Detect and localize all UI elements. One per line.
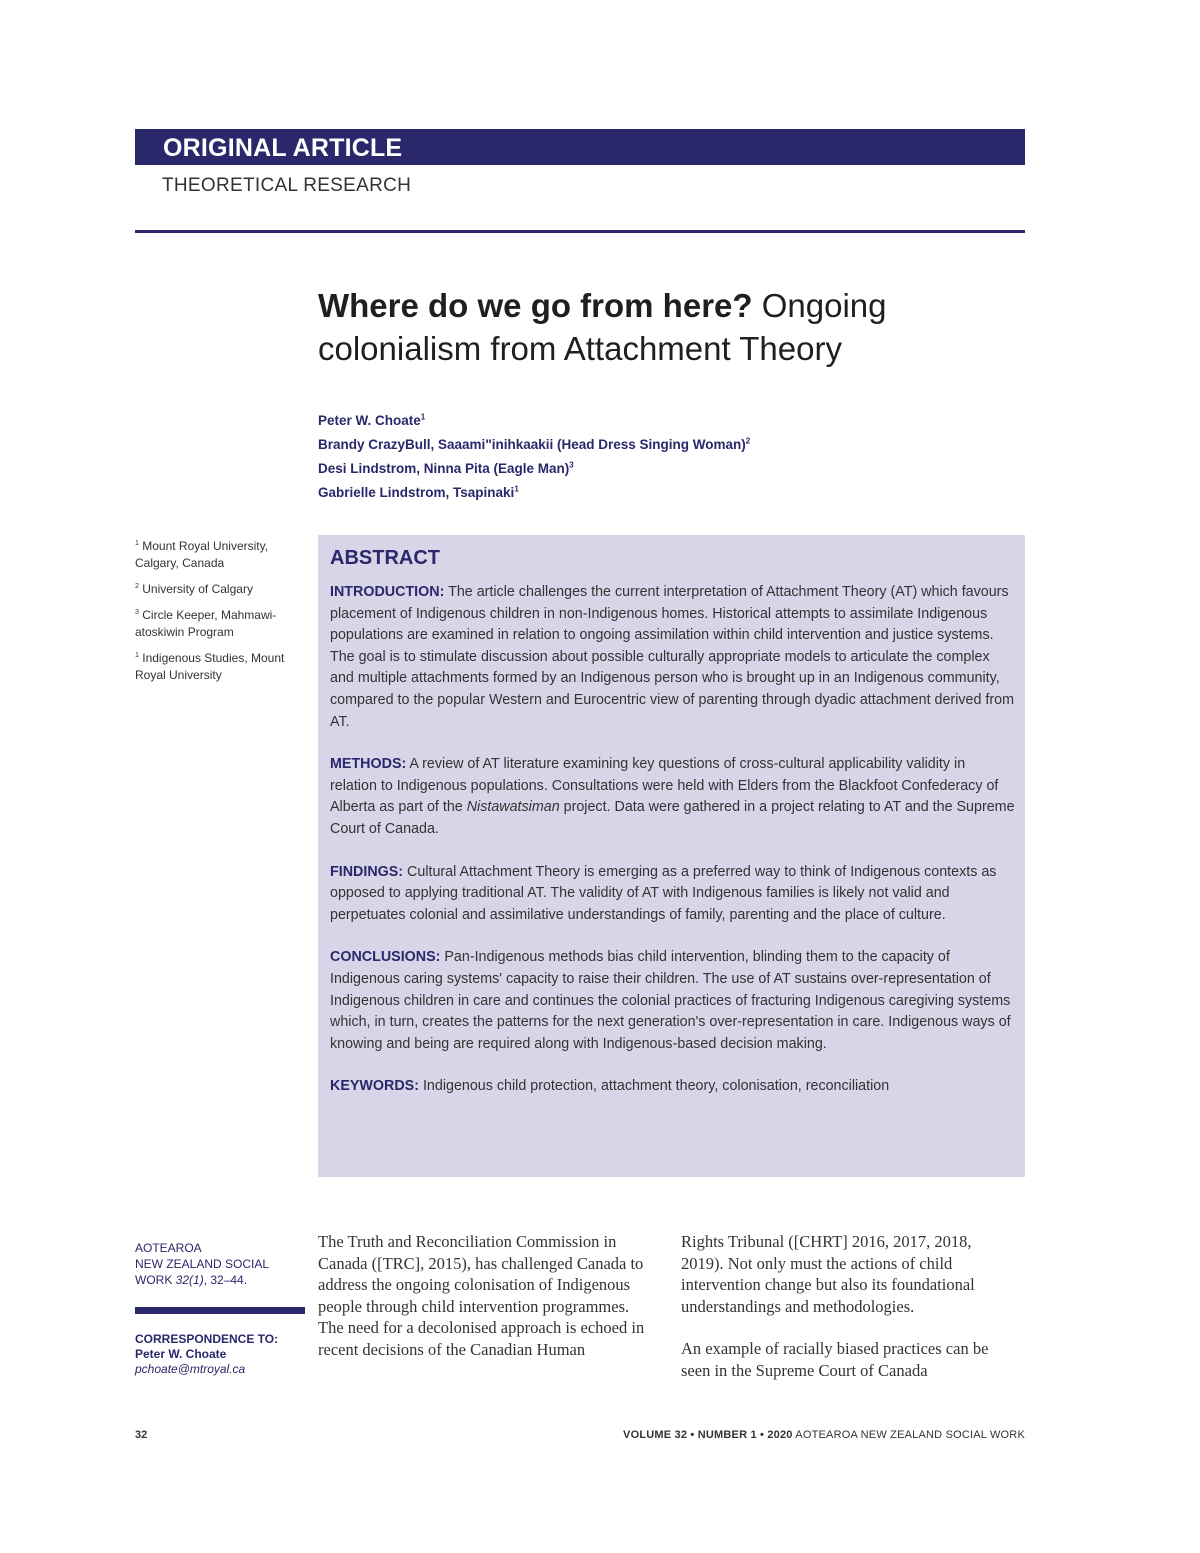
- section-text: The article challenges the current interpretation of Attachment Theory (AT) which favours placement of Indigenous children in non-Indigenous homes. Historical attempts to assimilate Indigenous populations are examined in relation to ongoing assimilation within child intervention and justice systems. The goal is to stimulate discussion about possible culturally appropriate models to articulate the complex and multiple attachments formed by an Indigenous person who is brought up in an Indigenous community, compared to the popular Western and Eurocentric view of parenting through dyadic attachment derived from AT.: [330, 584, 1014, 730]
- article-title-rest: Ongoing colonialism from Attachment Theory: [318, 287, 887, 367]
- abstract-introduction: [330, 582, 1015, 733]
- article-category: THEORETICAL RESEARCH: [162, 175, 412, 196]
- article-type-label: ORIGINAL ARTICLE: [163, 134, 403, 162]
- section-text: Pan-Indigenous methods bias child intervention, blinding them to the capacity of Indigenous caring systems' capacity to raise their children. The use of AT sustains over-representation of Indigenous children in care and continues the colonial practices of fracturing Indigenous caregiving systems which, in turn, creates the patterns for the next generation's over-representation in care. Indigenous ways of knowing and being are required along with Indigenous-based decision making.: [330, 949, 1011, 1052]
- affiliation-mark: 1: [135, 540, 139, 547]
- journal-pages: , 32–44.: [203, 1273, 248, 1287]
- author-item: [318, 409, 1018, 433]
- affiliation-text: University of Calgary: [138, 582, 253, 596]
- author-affiliation-mark: 1: [420, 412, 426, 422]
- affiliation-item: [135, 604, 300, 641]
- body-column-left: [318, 1231, 653, 1381]
- correspondence-email[interactable]: pchoate@mtroyal.ca: [135, 1362, 246, 1376]
- section-label: METHODS:: [330, 756, 407, 773]
- correspondence-label: CORRESPONDENCE TO:: [135, 1332, 279, 1346]
- section-text: project. Data were gathered in a project relating to AT and the Supreme Court of Canada.: [330, 799, 1015, 837]
- affiliation-mark: 2: [135, 583, 139, 590]
- volume-info: VOLUME 32 • NUMBER 1 • 2020: [623, 1429, 793, 1441]
- author-affiliation-mark: 3: [569, 460, 574, 470]
- affiliation-list: [135, 535, 300, 690]
- body-paragraph: An example of racially biased practices can be seen in the Supreme Court of Canada: [681, 1339, 989, 1380]
- affiliation-text: Circle Keeper, Mahmawi-atoskiwin Program: [135, 608, 277, 639]
- journal-name: NEW ZEALAND SOCIAL WORK: [135, 1257, 269, 1287]
- abstract-keywords: [330, 1076, 1015, 1098]
- journal-citation: [135, 1240, 305, 1288]
- section-label: KEYWORDS:: [330, 1078, 419, 1095]
- abstract-heading: ABSTRACT: [330, 547, 440, 569]
- body-column-right: [681, 1231, 1016, 1402]
- affiliation-item: [135, 647, 300, 684]
- correspondence-block: [135, 1332, 315, 1377]
- section-label: FINDINGS:: [330, 863, 404, 880]
- affiliation-mark: 3: [135, 609, 139, 616]
- author-name: Gabrielle Lindstrom, Tsapinaki: [318, 485, 515, 500]
- body-paragraph: Rights Tribunal ([CHRT] 2016, 2017, 2018, 2019). Not only must the actions of child intervention change but also its foundational understandings and methodologies.: [681, 1232, 975, 1316]
- author-item: [318, 457, 1018, 481]
- abstract-conclusions: [330, 947, 1015, 1055]
- affiliation-mark: 1: [135, 652, 139, 659]
- abstract-methods: [330, 754, 1015, 840]
- section-text: Indigenous child protection, attachment theory, colonisation, reconciliation: [418, 1078, 890, 1095]
- running-footer: [623, 1429, 1025, 1441]
- abstract-findings: [330, 862, 1015, 927]
- sidebar-divider: [135, 1307, 305, 1314]
- article-type-banner: [135, 129, 1025, 165]
- author-name: Brandy CrazyBull, Saaami"inihkaakii (Head Dress Singing Woman): [318, 437, 746, 452]
- journal-name-line: [135, 1256, 305, 1288]
- section-text: A review of AT literature examining key questions of cross-cultural applicability validity in relation to Indigenous populations. Consultations were held with Elders from the Blackfoot Confederacy of Alberta as part of the: [330, 756, 999, 816]
- section-text: Cultural Attachment Theory is emerging as a preferred way to think of Indigenous contexts as opposed to applying traditional AT. The validity of AT with Indigenous families is likely not valid and perpetuates colonial and assimilative understandings of family, parenting and the place of culture.: [330, 863, 997, 923]
- author-list: [318, 409, 1018, 505]
- author-affiliation-mark: 1: [514, 484, 519, 494]
- author-name: Desi Lindstrom, Ninna Pita (Eagle Man): [318, 461, 570, 476]
- body-paragraph: The Truth and Reconciliation Commission in Canada ([TRC], 2015), has challenged Canada to address the ongoing colonisation of Indigenous people through child intervention programmes. The need for a decolonised approach is echoed in recent decisions of the Canadian Human: [318, 1232, 645, 1359]
- abstract-box: [318, 535, 1025, 1177]
- section-label: INTRODUCTION:: [330, 584, 445, 600]
- journal-name-line: AOTEAROA: [135, 1241, 202, 1255]
- page-number: 32: [135, 1429, 148, 1441]
- affiliation-item: [135, 578, 300, 598]
- correspondence-name: Peter W. Choate: [135, 1347, 227, 1361]
- affiliation-item: [135, 535, 300, 572]
- author-affiliation-mark: 2: [745, 436, 751, 446]
- journal-issue: 32(1): [175, 1273, 204, 1287]
- section-label: CONCLUSIONS:: [330, 949, 441, 966]
- project-name: Nistawatsiman: [466, 799, 560, 816]
- affiliation-text: Indigenous Studies, Mount Royal University: [135, 651, 285, 682]
- author-item: [318, 481, 1018, 505]
- header-divider: [135, 230, 1025, 233]
- article-title-question: Where do we go from here?: [318, 287, 753, 324]
- journal-footer-name: AOTEAROA NEW ZEALAND SOCIAL WORK: [792, 1429, 1025, 1441]
- article-title: [318, 284, 1018, 370]
- affiliation-text: Mount Royal University, Calgary, Canada: [135, 539, 269, 570]
- author-name: Peter W. Choate: [318, 413, 421, 428]
- author-item: [318, 433, 1018, 457]
